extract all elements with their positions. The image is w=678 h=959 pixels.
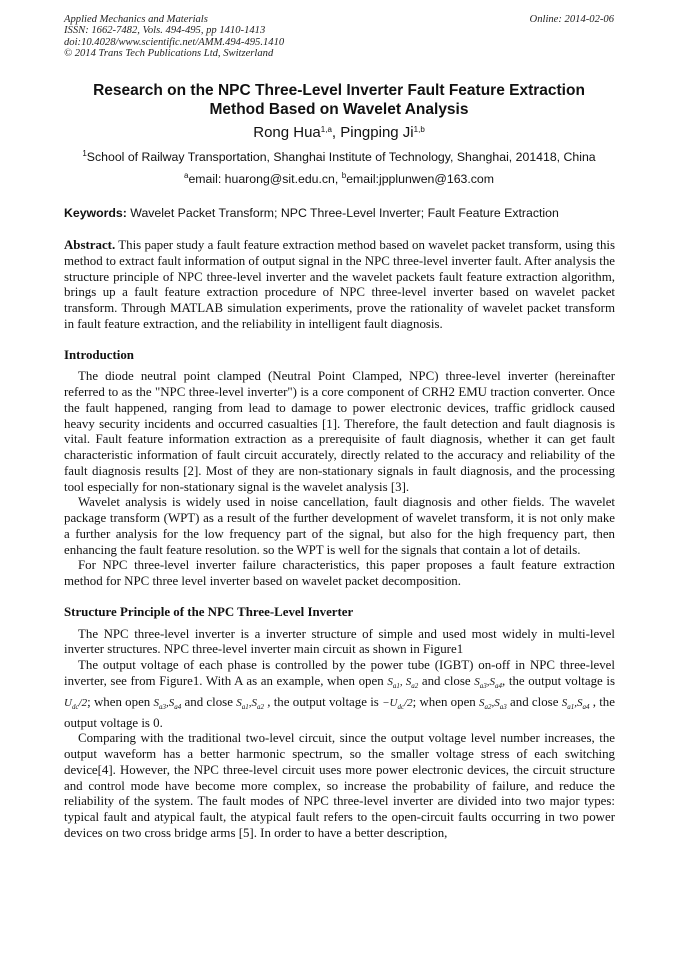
- paper-body: [64, 238, 615, 842]
- journal-header: [64, 14, 284, 60]
- math: $-U_{dc}/2$: [382, 696, 413, 711]
- text: , the output voltage is: [502, 673, 615, 688]
- email-b: email:jpplunwen@163.com: [346, 172, 495, 186]
- paragraph: The NPC three-level inverter is a inverter structure of simple and used most widely in multi-level inverter structures. NPC three-level inverter main circuit as shown in Figure1: [64, 626, 615, 657]
- section-heading: Structure Principle of the NPC Three-Level Inverter: [64, 604, 354, 619]
- abstract: [64, 238, 615, 333]
- doi: doi:10.4028/www.scientific.net/AMM.494-495.1410: [64, 36, 285, 48]
- math: $U_{dc}/2$: [64, 696, 88, 711]
- email-a: email: huarong@sit.edu.cn,: [188, 172, 342, 186]
- keywords-text: Wavelet Packet Transform; NPC Three-Level Inverter; Fault Feature Extraction: [126, 206, 559, 220]
- title-line: Research on the NPC Three-Level Inverter Fault Feature Extraction: [93, 82, 585, 99]
- paragraph: For NPC three-level inverter failure characteristics, this paper proposes a fault feature extraction method for NPC three level inverter based on wavelet packet decomposition.: [64, 558, 615, 588]
- text: The output voltage of each phase is controlled by the power tube (IGBT) on-off in NPC three-level inverter, see from Figure1. With A as an example, when open: [64, 658, 615, 688]
- keywords-label: Keywords:: [64, 206, 127, 220]
- affil-text: School of Railway Transportation, Shanghai Institute of Technology, Shanghai, 201418, China: [86, 150, 596, 164]
- paper-title: [40, 81, 638, 119]
- math: $S_{a1}$, $S_{a2}$: [387, 675, 419, 690]
- online-date: Online: 2014-02-06: [529, 14, 614, 25]
- math: $S_{a3},S_{a4}$: [474, 675, 502, 690]
- title-line: Method Based on Wavelet Analysis: [209, 101, 469, 118]
- author-sep: ,: [331, 124, 341, 141]
- keywords: [64, 206, 559, 220]
- text: and close: [506, 694, 562, 709]
- issn: ISSN: 1662-7482, Vols. 494-495, pp 1410-1413: [64, 25, 266, 37]
- text: ; when open: [412, 694, 480, 709]
- paragraph: Comparing with the traditional two-level circuit, since the output voltage level number increases, the output waveform has a better harmonic spectrum, so the smaller voltage stress of each switching device[4]. However, the NPC three-level circuit uses more power electronic devices, the circuit structure and control mode have become more complex, so increase the probability of failure, and reduce the reliability of the system. The fault modes of NPC three-level inverter are divided into two major types: typical fault and atypical fault, the atypical fault refers to the open-circuit faults occurring in two power devices on two cross bridge arms [5]. In order to have a better description,: [64, 731, 615, 840]
- math: $S_{a3},S_{a4}$: [153, 696, 182, 711]
- paragraph: Wavelet analysis is widely used in noise cancellation, fault diagnosis and other fields. The wavelet package transform (WPT) as a result of the further development of wavelet transform, it is not only make a further analysis for the low frequency part of the signal, but also for the high frequency part, then enhancing the fault feature resolution. so the WPT is well for the signals that contain a lot of details.: [64, 495, 615, 557]
- text: and close: [418, 673, 475, 688]
- math: $S_{a2},S_{a3}$: [479, 696, 507, 711]
- abstract-text: This paper study a fault feature extraction method based on wavelet packet transform, using this method to extract fault information of output signal in the NPC three-level inverter fault. After analysis the structure principle of NPC three-level inverter and the wavelet packets fault feature extraction algorithm, brings up a fault feature extraction procedure of NPC three-level inverter based on wavelet packet transform. Through MATLAB simulation experiments, prove the rationality of wavelet packet transform in fault feature extraction, and the reliability in intelligent fault diagnosis.: [64, 238, 615, 331]
- math: $S_{a1},S_{a4}$: [561, 696, 590, 711]
- author-sup: 1,b: [413, 125, 425, 134]
- affiliation: [40, 150, 638, 164]
- text: , the output voltage is: [263, 694, 383, 709]
- text: ; when open: [87, 694, 154, 709]
- copyright: © 2014 Trans Tech Publications Ltd, Switzerland: [64, 48, 274, 60]
- email-sup: b: [341, 171, 347, 180]
- text: and close: [181, 694, 237, 709]
- affil-sup: 1: [82, 149, 87, 158]
- author: Pingping Ji: [340, 124, 414, 141]
- text: , the output voltage is 0.: [64, 694, 615, 730]
- email-sup: a: [183, 171, 189, 180]
- abstract-label: Abstract.: [64, 238, 116, 252]
- authors: [40, 124, 638, 141]
- math: $S_{a1},S_{a2}$: [236, 696, 264, 711]
- section-heading: Introduction: [64, 347, 134, 362]
- author-sup: 1,a: [320, 125, 332, 134]
- journal-name: Applied Mechanics and Materials: [64, 14, 208, 25]
- paragraph: The diode neutral point clamped (Neutral Point Clamped, NPC) three-level inverter (hereinafter referred to as the "NPC three-level inverter") is a core component of CRH2 EMU traction converter. Once the fault happened, ranging from lead to damage to power electronic devices, traffic gridlock caused heavy security incidents and occurred casualties [1]. Therefore, the fault detection and fault diagnosis is vital. Fault feature information extraction as a prerequisite of fault diagnosis, whether it can get fault characteristic information of fault circuit accurately, directly related to the accuracy and reliability of the fault diagnosis results [2]. Most of they are non-stationary signals in fault diagnosis, and the processing tool especially for non-stationary signal is the wavelet analysis [3].: [64, 369, 615, 494]
- paragraph-math: [64, 658, 615, 731]
- author: Rong Hua: [253, 124, 321, 141]
- emails: [40, 172, 638, 186]
